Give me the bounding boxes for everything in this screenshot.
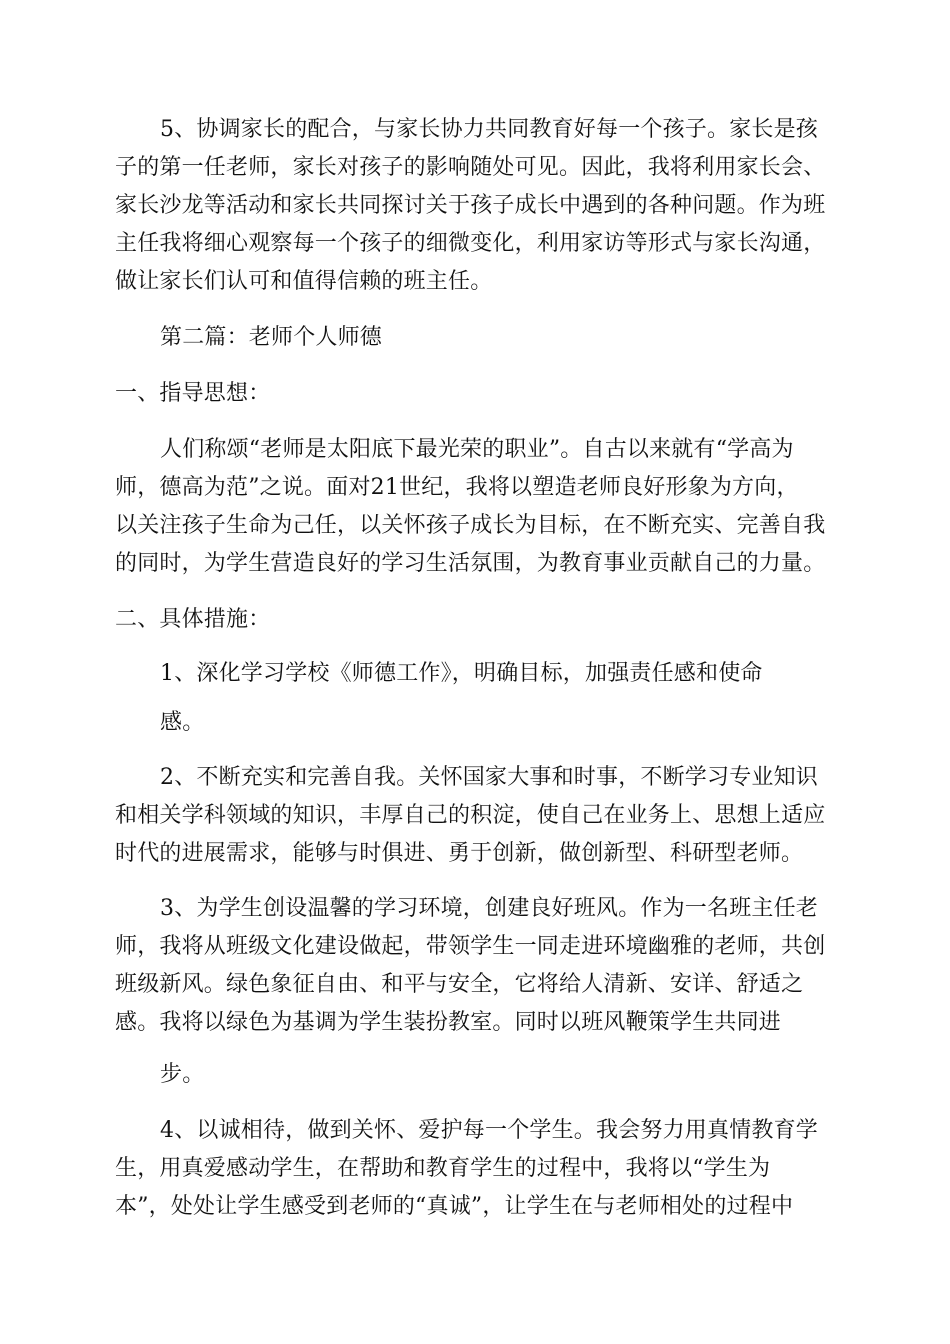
paragraph-line: 人们称颂“老师是太阳底下最光荣的职业”。自古以来就有“学高为 [160,437,794,462]
paragraph-line: 做让家长们认可和值得信赖的班主任。 [115,269,493,294]
measure-line: 生，用真爱感动学生，在帮助和教育学生的过程中，我将以“学生为 [115,1156,771,1181]
measure-line: 师，我将从班级文化建设做起，带领学生一同走进环境幽雅的老师，共创 [115,934,826,959]
measure-line: 2、不断充实和完善自我。关怀国家大事和时事，不断学习专业知识 [160,765,818,790]
paragraph-line: 主任我将细心观察每一个孩子的细微变化，利用家访等形式与家长沟通， [115,231,826,256]
heading-measures: 二、具体措施： [115,607,271,632]
paragraph-line: 以关注孩子生命为己任，以关怀孩子成长为目标，在不断充实、完善自我 [115,513,826,538]
measure-line: 3、为学生创设温馨的学习环境，创建良好班风。作为一名班主任老 [160,896,818,921]
heading-guiding-thought: 一、指导思想： [115,381,271,406]
paragraph-line: 子的第一任老师，家长对孩子的影响随处可见。因此，我将利用家长会、 [115,155,826,180]
section-title: 第二篇：老师个人师德 [160,325,383,350]
measure-line: 本”，处处让学生感受到老师的“真诚”，让学生在与老师相处的过程中 [115,1194,794,1219]
measure-line: 感。 [160,710,205,735]
measure-line: 和相关学科领域的知识，丰厚自己的积淀，使自己在业务上、思想上适应 [115,803,826,828]
paragraph-line: 的同时，为学生营造良好的学习生活氛围，为教育事业贡献自己的力量。 [115,551,826,576]
measure-line: 1、深化学习学校《师德工作》，明确目标，加强责任感和使命 [160,661,763,686]
paragraph-line: 家长沙龙等活动和家长共同探讨关于孩子成长中遇到的各种问题。作为班 [115,193,826,218]
measure-line: 4、以诚相待，做到关怀、爱护每一个学生。我会努力用真情教育学 [160,1118,818,1143]
measure-line: 时代的进展需求，能够与时俱进、勇于创新，做创新型、科研型老师。 [115,841,804,866]
paragraph-line: 师，德高为范”之说。面对21世纪，我将以塑造老师良好形象为方向， [115,475,799,500]
measure-line: 步。 [160,1062,205,1087]
measure-line: 感。我将以绿色为基调为学生装扮教室。同时以班风鞭策学生共同进 [115,1010,782,1035]
measure-line: 班级新风。绿色象征自由、和平与安全，它将给人清新、安详、舒适之 [115,972,804,997]
paragraph-line: 5、协调家长的配合，与家长协力共同教育好每一个孩子。家长是孩 [160,117,818,142]
